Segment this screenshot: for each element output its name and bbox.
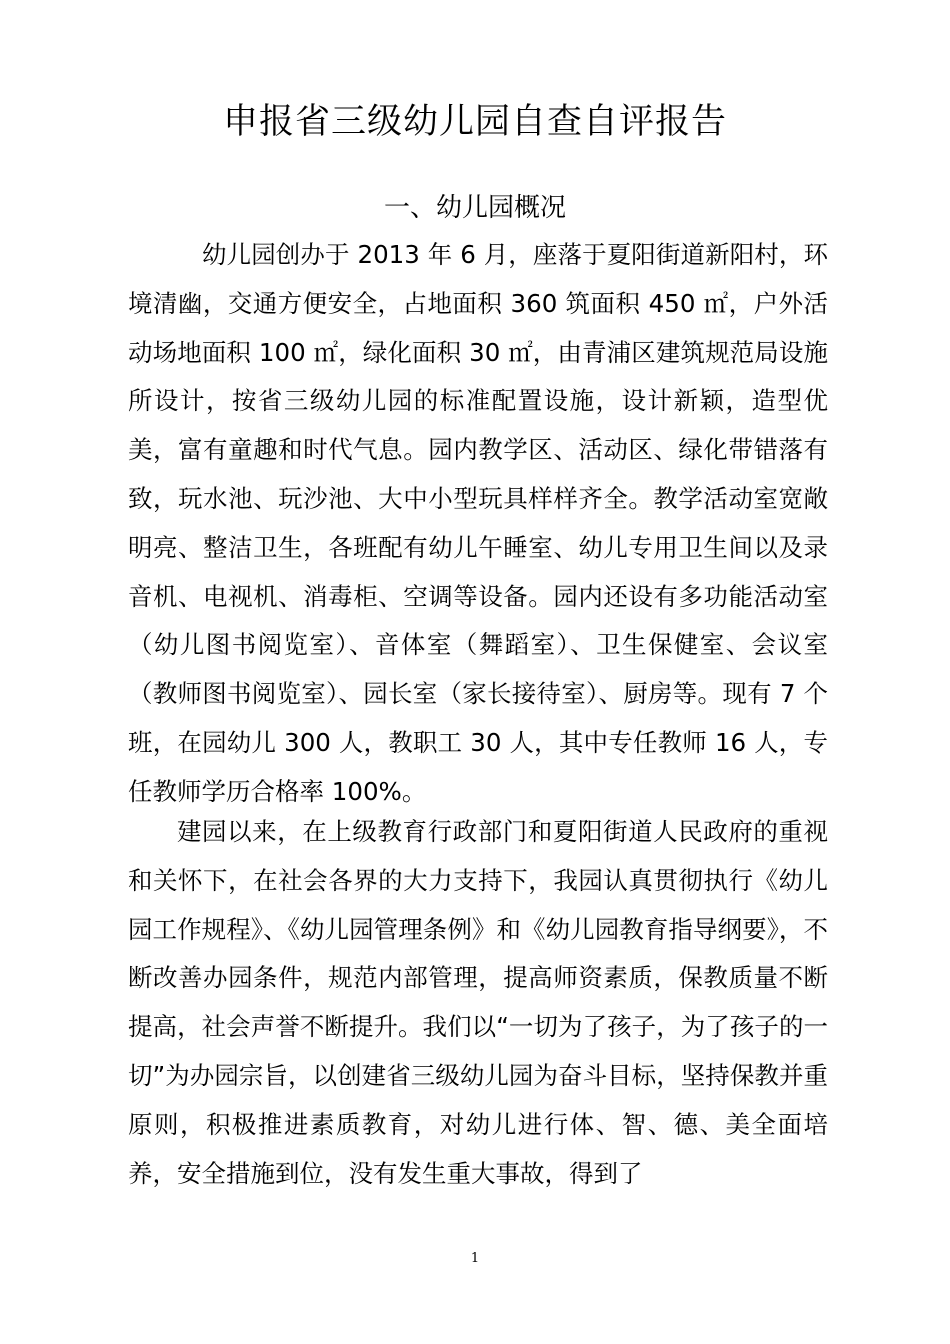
- paragraph-overview: 幼儿园创办于 2013 年 6 月，座落于夏阳街道新阳村，环境清幽，交通方便安全，占地面积 360 筑面积 450 ㎡，户外活动场地面积 100 ㎡，绿化面积 30 ㎡，由青浦区建筑规范局设施所设计，按省三级幼儿园的标准配置设施，设计新颖，造型优美，富有童趣和时代气息。园内教学区、活动区、绿化带错落有致，玩水池、玩沙池、大中小型玩具样样齐全。教学活动室宽敞明亮、整洁卫生，各班配有幼儿午睡室、幼儿专用卫生间以及录音机、电视机、消毒柜、空调等设备。园内还设有多功能活动室（幼儿图书阅览室）、音体室（舞蹈室）、卫生保健室、会议室（教师图书阅览室）、园长室（家长接待室）、厨房等。现有 7 个班，在园幼儿 300 人，教职工 30 人，其中专任教师 16 人，专任教师学历合格率 100%。: [128, 240, 828, 806]
- paragraph-history: 建园以来，在上级教育行政部门和夏阳街道人民政府的重视和关怀下，在社会各界的大力支持下，我园认真贯彻执行《幼儿园工作规程》、《幼儿园管理条例》和《幼儿园教育指导纲要》，不断改善办园条件，规范内部管理，提高师资素质，保教质量不断提高，社会声誉不断提升。我们以“一切为了孩子，为了孩子的一切”为办园宗旨，以创建省三级幼儿园为奋斗目标，坚持保教并重原则，积极推进素质教育，对幼儿进行体、智、德、美全面培养，安全措施到位，没有发生重大事故，得到了: [128, 817, 828, 1188]
- document-title: 申报省三级幼儿园自查自评报告: [222, 102, 727, 142]
- page-number: 1: [470, 1251, 480, 1266]
- section-heading: 一、幼儿园概况: [383, 193, 566, 223]
